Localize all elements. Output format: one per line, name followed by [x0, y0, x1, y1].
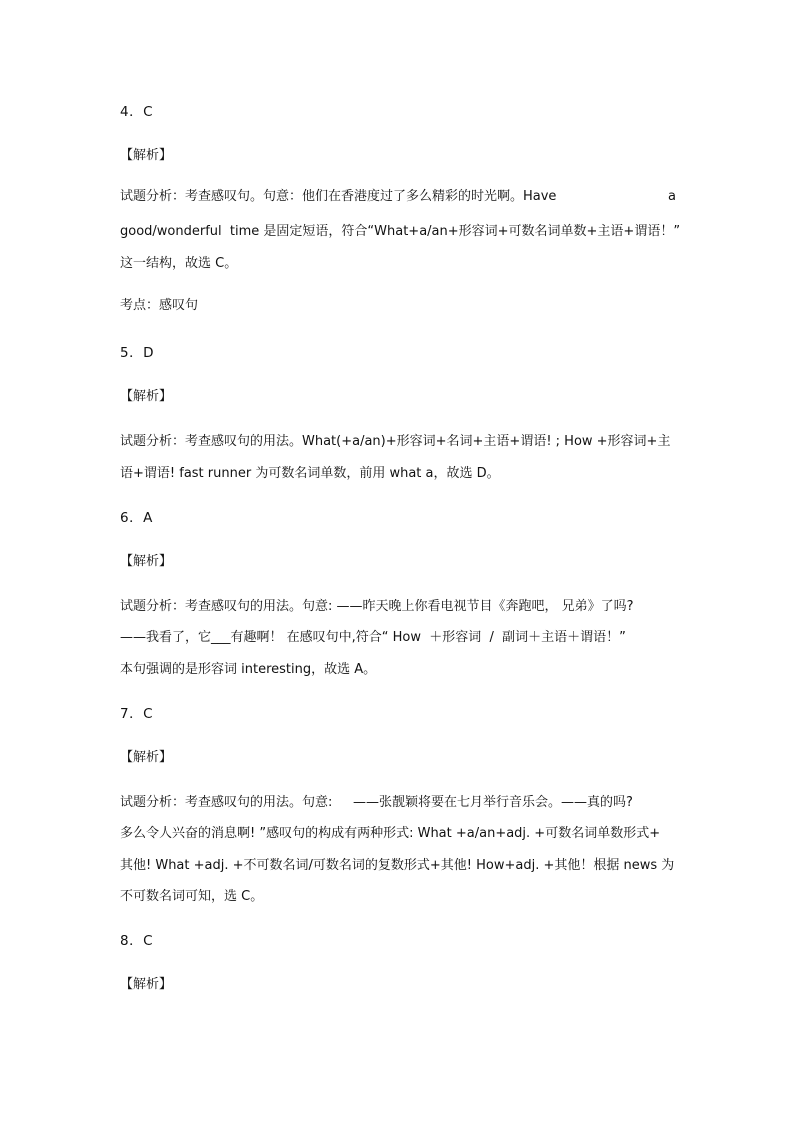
analysis-tag-7: 【解析】: [120, 750, 173, 765]
explanation-5-line-2: 语+谓语! fast runner 为可数名词单数，前用 what a，故选 D。: [120, 466, 500, 481]
answer-7: 7．C: [120, 706, 154, 722]
analysis-tag-6: 【解析】: [120, 554, 173, 569]
explanation-7-line-1: 试题分析：考查感叹句的用法。句意: ——张靓颖将要在七月举行音乐会。——真的吗?: [120, 795, 633, 810]
explanation-4-line-1-text: 试题分析：考查感叹句。句意：他们在香港度过了多么精彩的时光啊。Have: [120, 189, 557, 204]
answer-6: 6．A: [120, 510, 153, 526]
analysis-tag-4: 【解析】: [120, 148, 173, 163]
explanation-6-line-3: 本句强调的是形容词 interesting，故选 A。: [120, 662, 377, 677]
explanation-6-line-2: ——我看了，它___有趣啊！ 在感叹句中,符合“ How ＋形容词 / 副词＋主语＋谓语！”: [120, 630, 626, 645]
explanation-7-line-2: 多么令人兴奋的消息啊! ”感叹句的构成有两种形式: What +a/an+adj. +可数名词单数形式+: [120, 826, 661, 841]
explanation-4-line-3: 这一结构，故选 C。: [120, 256, 238, 271]
exam-point-4: 考点：感叹句: [120, 298, 199, 313]
explanation-6-line-1: 试题分析：考查感叹句的用法。句意: ——昨天晚上你看电视节目《奔跑吧， 兄弟》了吗?: [120, 599, 634, 614]
answer-8: 8．C: [120, 933, 154, 949]
explanation-4-line-1: [120, 188, 676, 206]
explanation-7-line-4: 不可数名词可知，选 C。: [120, 889, 264, 904]
analysis-tag-8: 【解析】: [120, 977, 173, 992]
explanation-5-line-1: 试题分析：考查感叹句的用法。What(+a/an)+形容词+名词+主语+谓语! ; How +形容词+主: [120, 434, 671, 449]
answer-5: 5．D: [120, 345, 154, 361]
explanation-4-line-2: good/wonderful time 是固定短语，符合“What+a/an+形容词+可数名词单数+主语+谓语！”: [120, 224, 681, 239]
explanation-7-line-3: 其他! What +adj. +不可数名词/可数名词的复数形式+其他! How+adj. +其他！根据 news 为: [120, 858, 675, 873]
explanation-4-line-1-end: a: [668, 189, 676, 204]
analysis-tag-5: 【解析】: [120, 389, 173, 404]
answer-4: 4．C: [120, 104, 154, 120]
